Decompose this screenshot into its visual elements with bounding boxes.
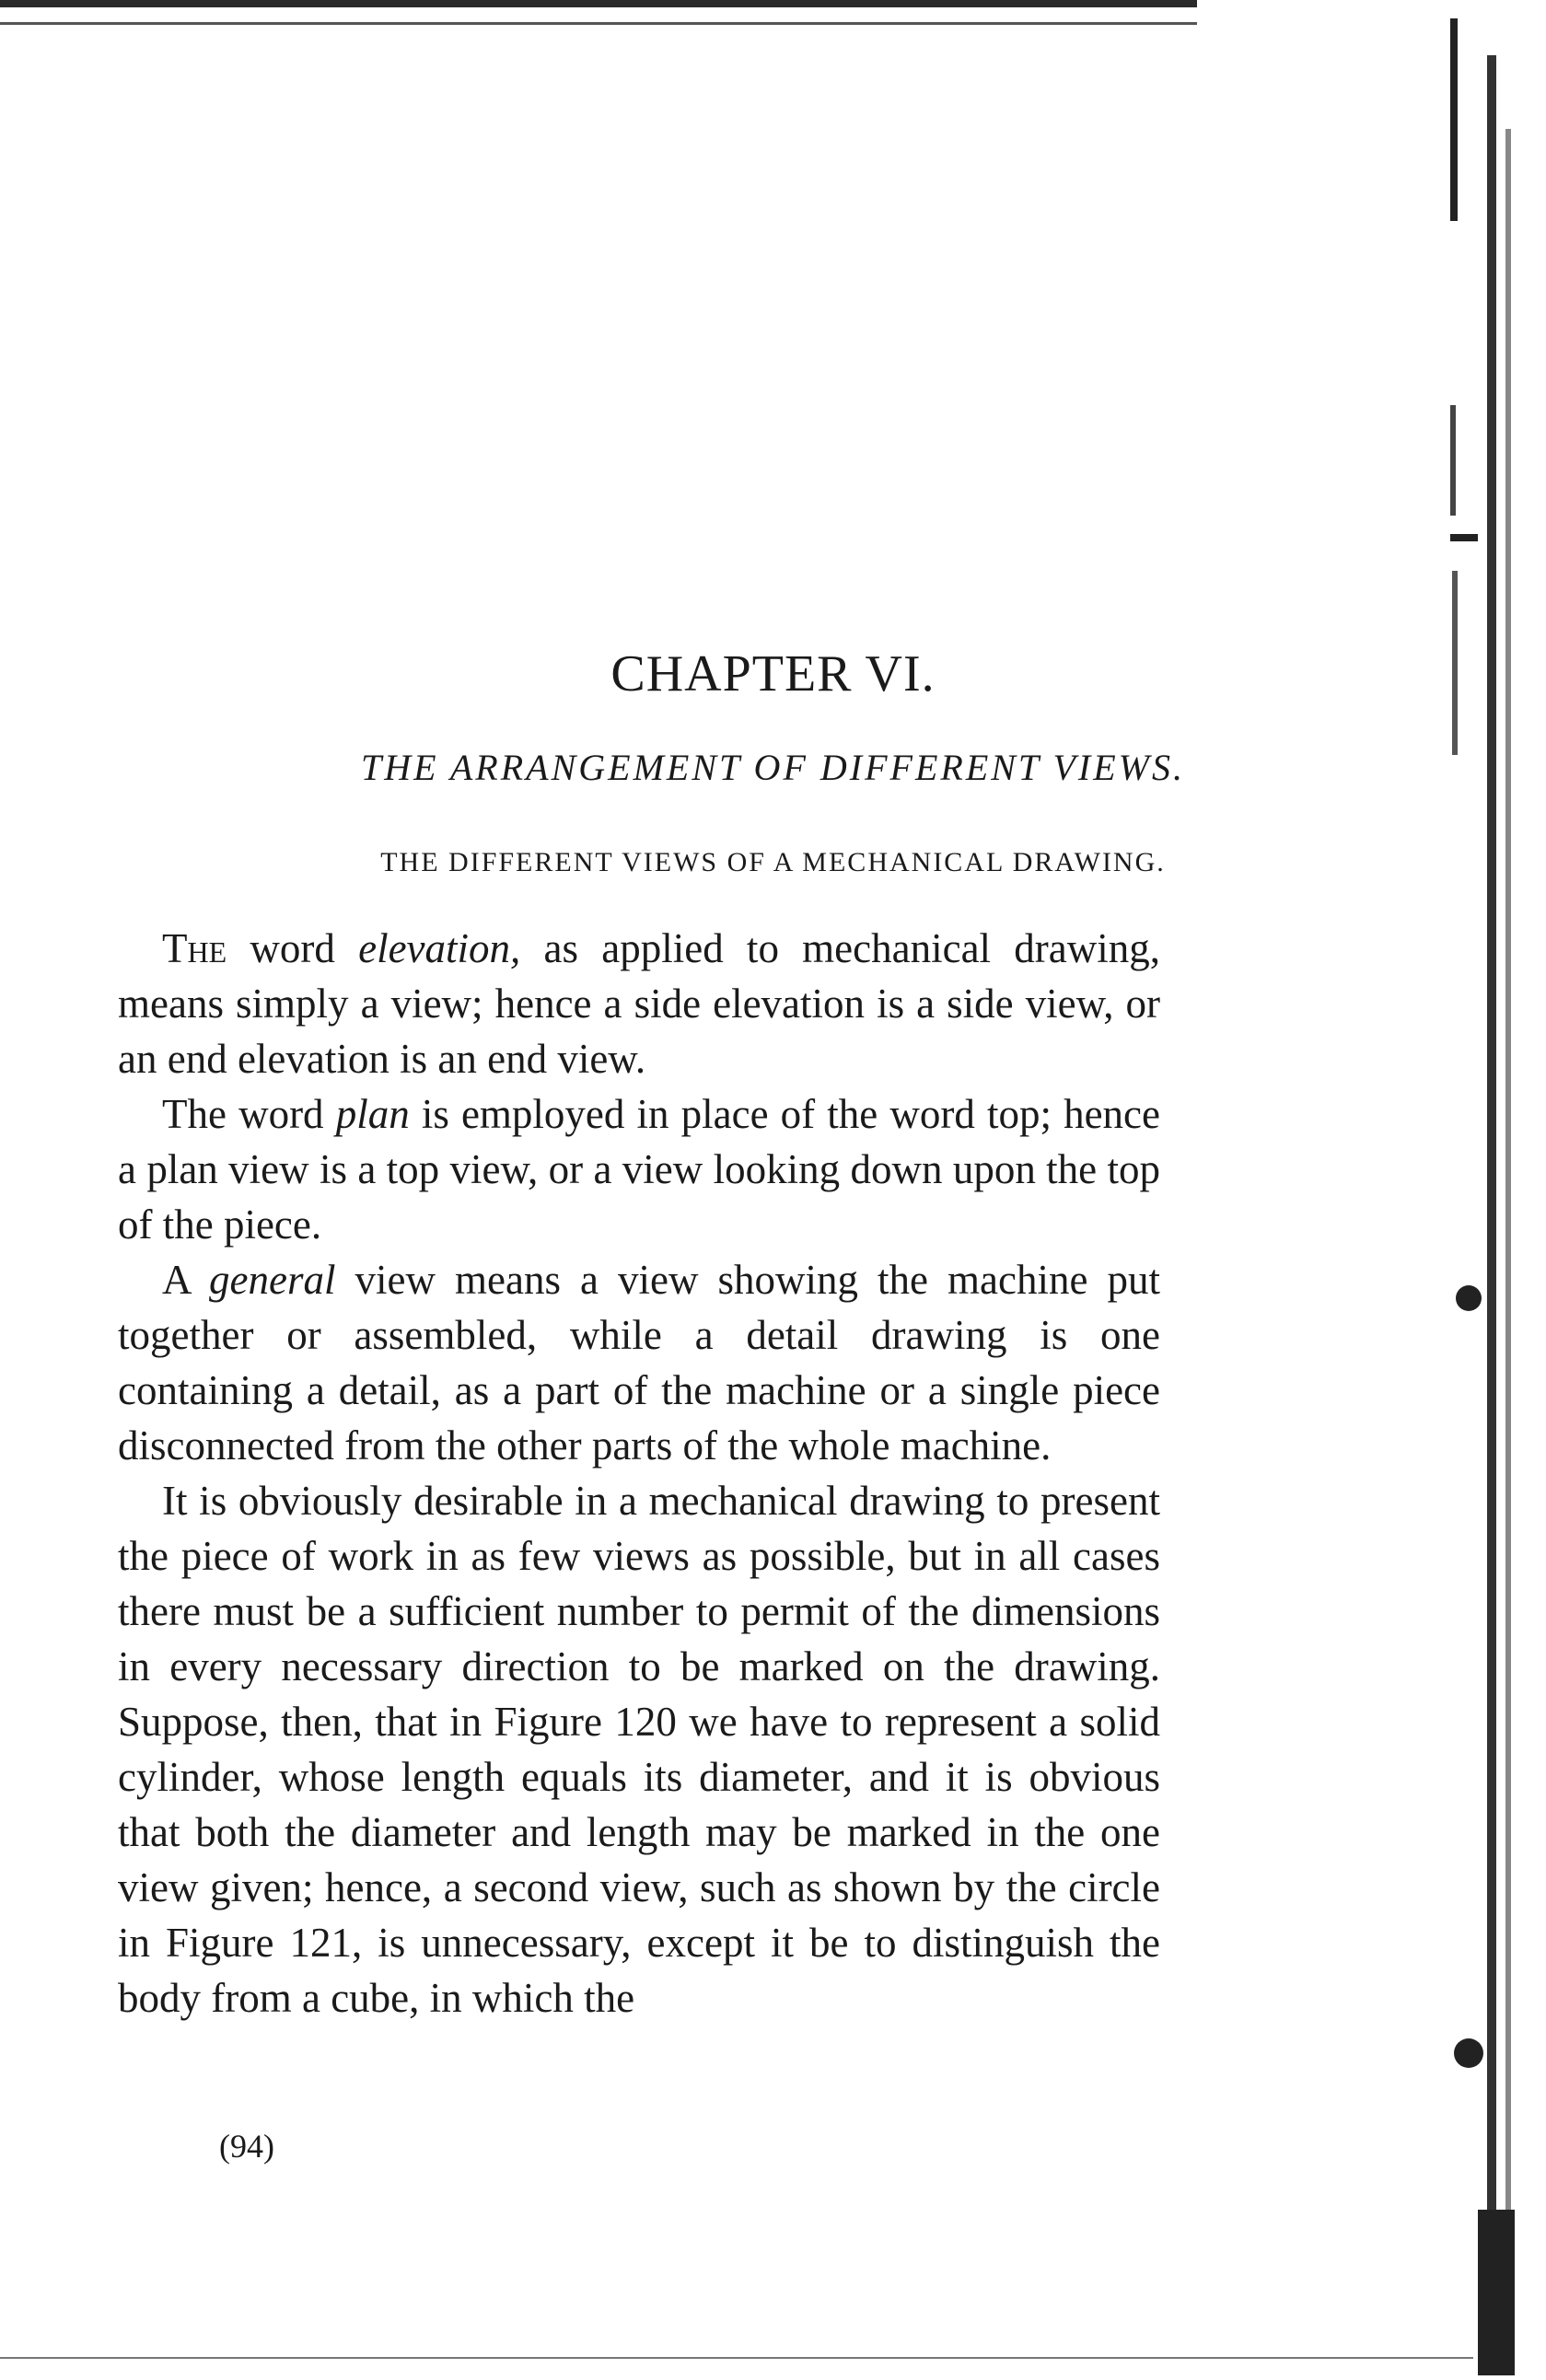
top-thin-rule [0,22,1197,25]
paragraph-1 [118,921,1160,1086]
top-scan-rule [0,0,1197,7]
paragraph-2 [118,1086,1160,1252]
paragraph-3 [118,1252,1160,1473]
bottom-scan-rule [0,2357,1473,2359]
section-heading: THE DIFFERENT VIEWS OF A MECHANICAL DRAWING. [380,847,1166,877]
paragraph-2-text-a: The word [162,1091,336,1137]
paragraph-3-emphasis: general [209,1257,336,1303]
page-number: (94) [219,2128,274,2165]
chapter-heading: CHAPTER VI. [610,645,936,702]
paragraph-1-text-b: as applied to mechanical drawing, means simply a view; hence a side elevation is a side view, or an end elevation is an end view. [118,925,1160,1082]
body-text [118,921,1160,2026]
paragraph-1-lead: The [162,925,227,971]
chapter-title: THE ARRANGEMENT OF DIFFERENT VIEWS. [361,747,1185,788]
paragraph-1-text-a: word [227,925,359,971]
paragraph-3-text-a: A [162,1257,210,1303]
paragraph-3-text-b: view means a view showing the machine put together or assembled, while a detail drawing is one containing a detail, as a part of the machine or a single piece disconnected from the other parts of the whole machine. [118,1257,1161,1469]
paragraph-1-emphasis: elevation, [358,925,521,971]
paragraph-4: It is obviously desirable in a mechanical drawing to present the piece of work in as few views as possible, but in all cases there must be a sufficient number to permit of the dimensions in every necessary direction to be marked on the drawing. Suppose, then, that in Figure 120 we have to represent a solid cylinder, whose length equals its diameter, and it is obvious that both the diameter and length may be marked in the one view given; hence, a second view, such as shown by the circle in Figure 121, is unnecessary, except it be to distinguish the body from a cube, in which the [118,1478,1160,2021]
paragraph-2-text-b: is employed in place of the word top; hence a plan view is a top view, or a view looking down upon the top of the piece. [118,1091,1160,1248]
binding-edge-artifact [1450,18,1524,2375]
paragraph-2-emphasis: plan [335,1091,410,1137]
